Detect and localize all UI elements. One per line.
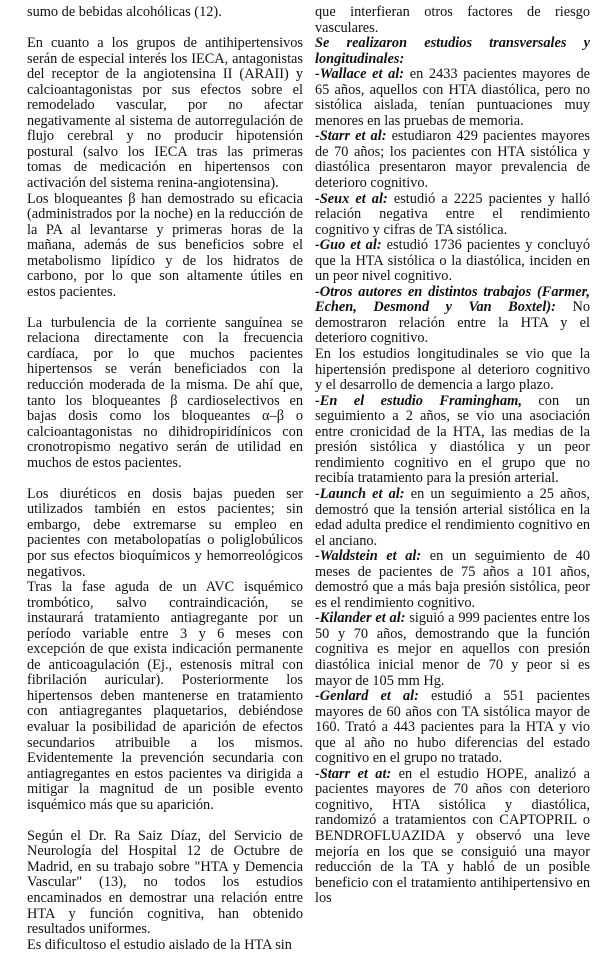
study-text: estudió a 551 pacientes mayores de 60 años con TA sistólica mayor de 160. Trató a 443 pacientes para la HTA y vio que al año no hubo diferencias del estado cognitivo en el grupo no tratado. bbox=[315, 688, 590, 767]
study-text: en el estudio HOPE, analizó a pacientes mayores de 70 años con deterioro cognitivo, HTA sistólica y diastólica, randomizó a tratamientos con CAPTOPRIL o BENDROFLUAZIDA y observó una leve mejoría en los que se consiguió una mayor reducción de la TA y habló de un posible beneficio con el tratamiento antihipertensivo en los bbox=[315, 765, 590, 907]
study-entry bbox=[315, 67, 590, 129]
study-author: -En el estudio Framingham, bbox=[315, 392, 522, 409]
paragraph bbox=[315, 347, 590, 394]
study-text: en 2433 pacientes mayores de 65 años, aquellos con HTA diastólica, pero no sistólica aislada, tenían puntuaciones muy menores en las pruebas de memoria. bbox=[315, 66, 590, 129]
study-author: -Kilander et al: bbox=[315, 610, 406, 627]
study-author: -Guo et al: bbox=[315, 237, 382, 254]
study-text: estudió a 2225 pacientes y halló relación negativa entre el rendimiento cognitivo y cifras de TA sistólica. bbox=[315, 190, 591, 238]
study-entry bbox=[315, 129, 590, 191]
study-text: siguió a 999 pacientes entre los 50 y 70 años, demostrando que la función cognitiva es mejor en aquellos con presión diastólica inicial menor de 70 y peor si es mayor de 105 mm Hg. bbox=[315, 610, 591, 689]
study-entry bbox=[315, 689, 590, 767]
study-text: con un seguimiento a 2 años, se vio una asociación entre cronicidad de la HTA, las medias de la presión sistólica y diastólica y un peor rendimiento cognitivo en el grupo que no recibía tratamiento para la presión arterial. bbox=[315, 392, 590, 487]
paragraph: Tras la fase aguda de un AVC isquémico trombótico, salvo contraindicación, se instaurará tratamiento antiagregante por un período variable entre 3 y 6 meses con excepción de que exista indicación permanente de anticoagulación (Ej., estenosis mitral con fibrilación auricular). Posteriormente los hipertensos deben mantenerse en tratamiento con antiagregantes plaquetarios, debiéndose evaluar la posibilidad de aparición de efectos secundarios atribuible a los mismos. Evidentemente la prevención secundaria con antiagregantes en estos pacientes va dirigida a mitigar la magnitud de un posible evento isquémico más que su aparición. bbox=[27, 579, 303, 813]
paragraph: Los bloqueantes β han demostrado su eficacia (administrados por la noche) en la reducción de la PA al levantarse y primeras horas de la mañana, además de sus beneficios sobre el metabolismo lipídico y de los hidratos de carbono, por lo que son altamente útiles en estos pacientes. bbox=[27, 190, 303, 300]
section-heading-text: Se realizaron estudios transversales y longitudinales: bbox=[315, 35, 590, 67]
paragraph-spacer bbox=[27, 21, 303, 37]
study-author: -Seux et al: bbox=[315, 190, 388, 207]
study-entry bbox=[315, 238, 590, 285]
study-author: -Waldstein et al: bbox=[315, 548, 422, 565]
study-text: estudió 1736 pacientes y concluyó que la HTA sistólica o la diastólica, inciden en un peor nivel cognitivo. bbox=[315, 237, 590, 285]
paragraph-spacer bbox=[27, 471, 303, 487]
study-text: en un seguimiento a 25 años, demostró que la tensión arterial sistólica en la edad adulta predice el rendimiento cognitivo en el anciano. bbox=[315, 485, 590, 549]
left-column bbox=[27, 5, 303, 953]
paragraph bbox=[315, 5, 590, 36]
section-heading bbox=[315, 36, 590, 67]
study-author: -Otros autores en distintos trabajos (Farmer, Echen, Desmond y Van Boxtel): bbox=[315, 283, 590, 316]
paragraph-spacer bbox=[27, 813, 303, 829]
paragraph: La turbulencia de la corriente sanguínea se relaciona directamente con la frecuencia cardíaca, por lo que muchos pacientes hipertensos se verán beneficiados con la reducción moderada de la misma. De ahí que, tanto los bloqueantes β cardioselectivos en bajas dosis como los bloqueantes α–β o calcioantagonistas no dihidropiridínicos con cronotropismo negativo serán de utilidad en muchos de estos pacientes. bbox=[27, 314, 303, 471]
study-author: -Launch et al: bbox=[315, 485, 405, 502]
paragraph: Según el Dr. Ra Saiz Díaz, del Servicio de Neurología del Hospital 12 de Octubre de Madrid, en su trabajo sobre "HTA y Demencia Vascular" (13), no todos los estudios encaminados en demostrar una relación entre HTA y función cognitiva, han obtenido resultados uniformes. bbox=[27, 827, 303, 938]
study-entry bbox=[315, 192, 590, 239]
study-author: -Genlard et al: bbox=[315, 688, 419, 705]
study-entry bbox=[315, 394, 590, 487]
study-entry bbox=[315, 611, 590, 689]
study-text: estudiaron 429 pacientes mayores de 70 años; los pacientes con HTA sistólica y diastólica presentaron mayor prevalencia de deterioro cognitivo. bbox=[315, 128, 590, 192]
study-entry bbox=[315, 285, 590, 347]
paragraph: Los diuréticos en dosis bajas pueden ser utilizados también en estos pacientes; sin embargo, debe extremarse su empleo en pacientes con metabolopatías o poliglobúlicos por sus efectos bioquímicos y hemorreológicos negativos. bbox=[27, 485, 303, 580]
paragraph-text: En los estudios longitudinales se vio que la hipertensión predispone al deterioro cognitivo y el desarrollo de demencia a largo plazo. bbox=[315, 346, 590, 394]
study-text: en un seguimiento de 40 meses de pacientes de 75 años a 101 años, demostró que a más baja presión sistólica, peor es el rendimiento cognitivo. bbox=[315, 548, 591, 611]
paragraph-spacer bbox=[27, 300, 303, 316]
study-author: -Starr et al: bbox=[315, 128, 387, 145]
study-entry bbox=[315, 767, 590, 907]
study-author: -Wallace et al: bbox=[315, 66, 405, 83]
study-entry bbox=[315, 487, 590, 549]
paragraph: Es dificultoso el estudio aislado de la HTA sin bbox=[27, 936, 292, 953]
study-entry bbox=[315, 549, 590, 611]
paragraph-text: que interfieran otros factores de riesgo vasculares. bbox=[315, 4, 590, 36]
paragraph: sumo de bebidas alcohólicas (12). bbox=[27, 4, 222, 20]
study-text: No demostraron relación entre la HTA y el deterioro cognitivo. bbox=[315, 299, 590, 347]
right-column bbox=[315, 5, 590, 907]
paragraph: En cuanto a los grupos de antihipertensivos serán de especial interés los IECA, antagonistas del receptor de la angiotensina II (ARAII) y calcioantagonistas por sus efectos sobre el remodelado vascular, por no afectar negativamente al sistema de autorregulación de flujo cerebral y no producir hipotensión postural (salvo los IECA tras las primeras tomas de medicación en hipertensos con activación del sistema renina-angiotensina). bbox=[27, 35, 303, 191]
study-author: -Starr et at: bbox=[315, 765, 392, 782]
